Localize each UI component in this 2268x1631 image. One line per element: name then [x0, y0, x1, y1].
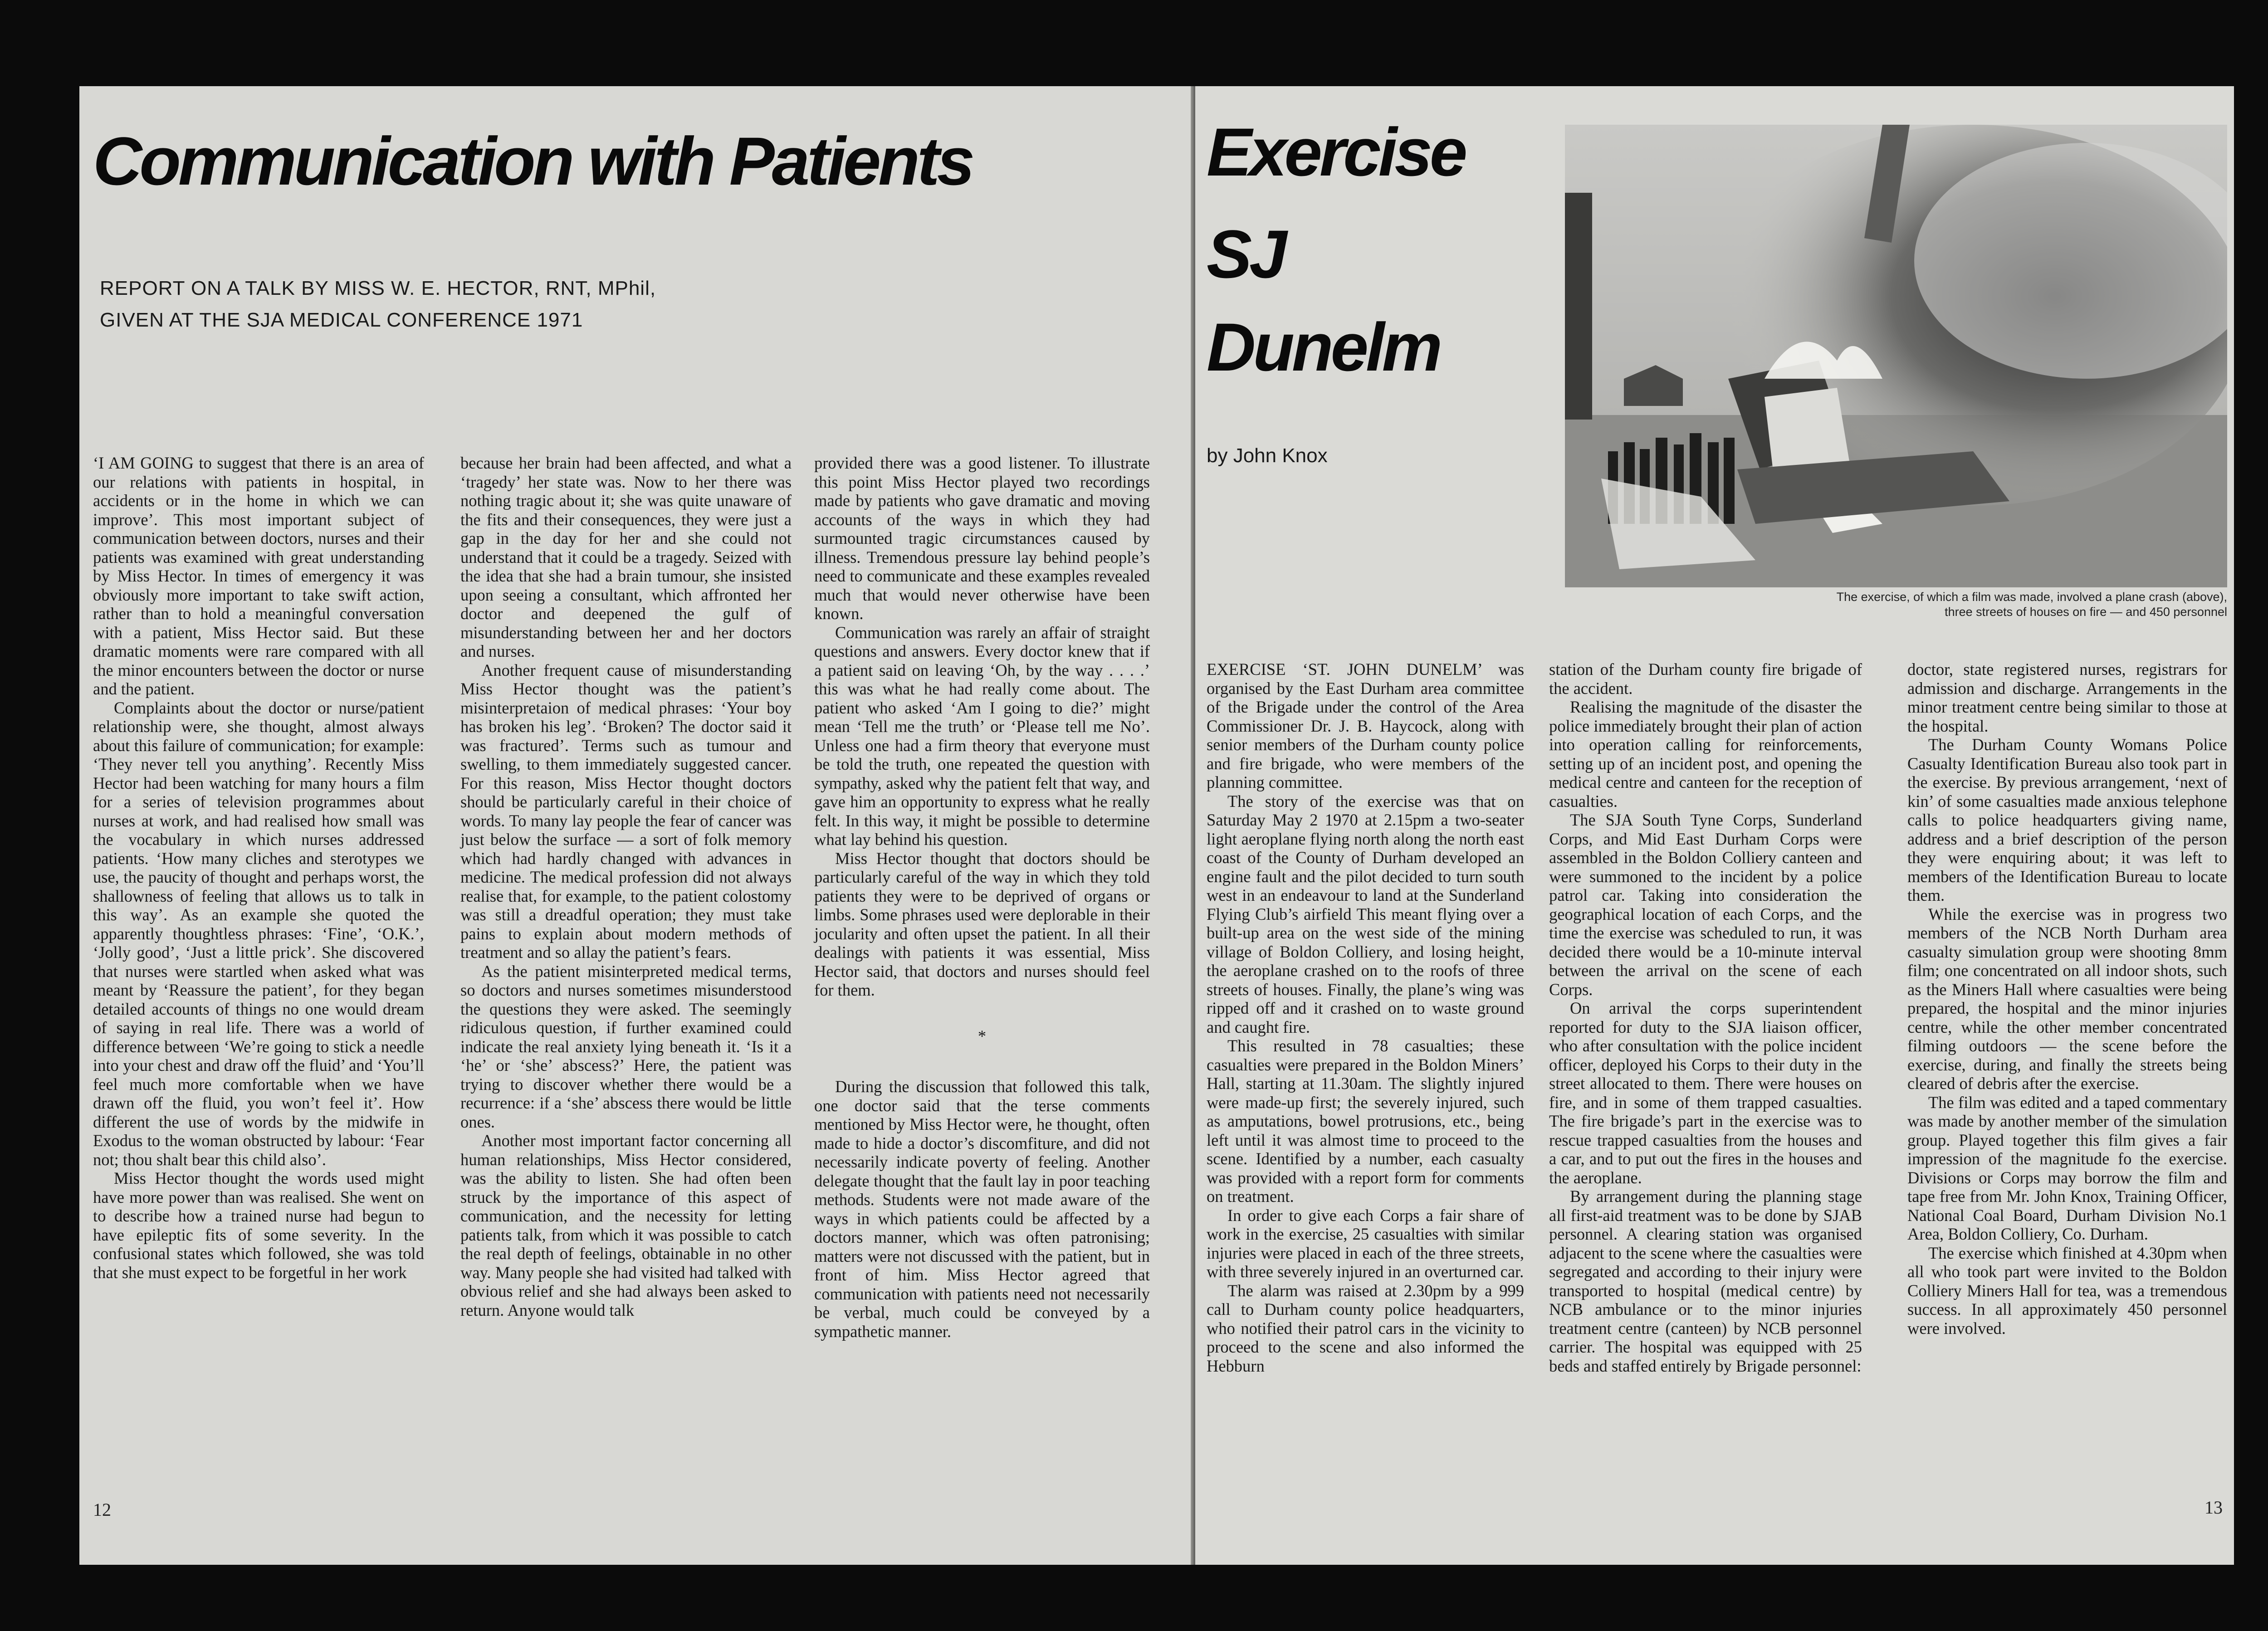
- paragraph: The Durham County Womans Police Casualty Identification Bureau also took part in the exercise. By previous arrangement, ‘next of kin’ of some casualties made anxious telephone calls to police headquarters giving name, address and a brief description of the person they were enquiring about; it was left to members of the Identification Bureau to locate them.: [1907, 735, 2227, 904]
- paragraph: because her brain had been affected, and what a ‘tragedy’ her state was. Now to her there was nothing tragic about it; she was quite unaware of the fits and their consequences, they were just a gap in the day for her and she could not understand that it could be a tragedy. Seized with the idea that she had a brain tumour, she insisted upon seeing a consultant, which affronted her doctor and deepened the gulf of misunderstanding between her and her doctors and nurses.: [460, 454, 792, 660]
- article-title-line-2: SJ: [1207, 216, 1285, 292]
- paragraph: doctor, state registered nurses, registrars for admission and discharge. Arrangements in the minor treatment centre being similar to those at the hospital.: [1907, 660, 2227, 735]
- article-subtitle-line-2: GIVEN AT THE SJA MEDICAL CONFERENCE 1971: [100, 309, 583, 331]
- left-column-2: [460, 454, 792, 1319]
- article-title: Communication with Patients: [93, 123, 973, 199]
- paragraph: During the discussion that followed this talk, one doctor said that the terse comments mentioned by Miss Hector were, he thought, often made to hide a doctor’s discomfiture, and did not necessarily indicate poverty of feeling. Another delegate thought that the fault lay in poor teaching methods. Students were not made aware of the ways in which patients could be affected by a doctors manner, which was often patronising; matters were not discussed with the patient, but in front of him. Miss Hector agreed that communication with patients need not necessarily be verbal, much could be conveyed by a sympathetic manner.: [814, 1077, 1150, 1341]
- paragraph: Communication was rarely an affair of straight questions and answers. Every doctor knew that if a patient said on leaving ‘Oh, by the way . . . .’ this was what he had really come about. The patient who asked ‘Am I going to die?’ might mean ‘Tell me the truth’ or ‘Please tell me No’. Unless one had a firm theory that everyone must be told the truth, one repeated the question with sympathy, asked why the patient felt that way, and gave him an opportunity to express what he really felt. In this way, it might be possible to determine what lay behind his question.: [814, 623, 1150, 849]
- paragraph: EXERCISE ‘ST. JOHN DUNELM’ was organised by the East Durham area committee of the Brigade under the control of the Area Commissioner Dr. J. B. Haycock, along with senior members of the Durham county police and fire brigade, who were members of the planning committee.: [1207, 660, 1524, 791]
- paragraph: The SJA South Tyne Corps, Sunderland Corps, and Mid East Durham Corps were assembled in the Boldon Colliery canteen and were summoned to the incident by a police patrol car. Taking into consideration the geographical location of each Corps, and the time the exercise was scheduled to run, it was decided there would be a 10-minute interval between the arrival on the scene of each Corps.: [1549, 811, 1862, 999]
- paragraph: Another most important factor concerning all human relationships, Miss Hector considered, was the ability to listen. She had often been struck by the importance of this aspect of communication, and the necessity for letting patients talk, from which it was possible to catch the real depth of feelings, obtainable in no other way. Many people she had visited had talked with obvious relief and she had always been asked to return. Anyone would talk: [460, 1131, 792, 1319]
- right-column-2: [1549, 660, 1862, 1375]
- paragraph: On arrival the corps superintendent reported for duty to the SJA liaison officer, who after consultation with the police incident officer, deployed his Corps to their duty in the street allocated to them. There were houses on fire, and in some of them trapped casualties. The fire brigade’s part in the exercise was to rescue trapped casualties from the houses and a car, and to put out the fires in the houses and the aeroplane.: [1549, 999, 1862, 1187]
- section-separator: *: [978, 1026, 987, 1045]
- page-number-left: 12: [93, 1499, 111, 1520]
- paragraph: Miss Hector thought that doctors should be particularly careful of the way in which they told patients they were to be deprived of organs or limbs. Some phrases used were deplorable in their jocularity and often upset the patient. In all their dealings with patients it was essential, Miss Hector said, that doctors and nurses should feel for them.: [814, 849, 1150, 999]
- photo-image: [1565, 125, 2227, 587]
- left-column-1: [93, 454, 424, 1282]
- photo-caption: The exercise, of which a film was made, involved a plane crash (above), three streets of houses on fire — and 450 personnel: [1836, 590, 2227, 619]
- byline: by John Knox: [1207, 444, 1328, 467]
- paragraph: Miss Hector thought the words used might have more power than was realised. She went on to describe how a trained nurse had begun to have epileptic fits of some severity. In the confusional states which followed, she was told that she must expect to be forgetful in her work: [93, 1169, 424, 1282]
- right-column-1: [1207, 660, 1524, 1375]
- paragraph: While the exercise was in progress two members of the NCB North Durham area casualty simulation group were shooting 8mm film; one concentrated on all indoor shots, such as the Miners Hall where casualties were being prepared, the hospital and the minor injuries centre, while the other member concentrated filming outdoors — the scene before the exercise, during, and finally the streets being cleared of debris after the exercise.: [1907, 904, 2227, 1093]
- paragraph: provided there was a good listener. To illustrate this point Miss Hector played two recordings made by patients who gave dramatic and moving accounts of the ways in which they had surmounted tragic circumstances caused by illness. Tremendous pressure lay behind people’s need to communicate and these examples revealed much that would never otherwise have been known.: [814, 454, 1150, 623]
- paragraph: By arrangement during the planning stage all first-aid treatment was to be done by SJAB personnel. A clearing station was organised adjacent to the scene where the casualties were segregated and according to their injury were transported to hospital (medical centre) by NCB ambulance or to the minor injuries treatment centre (canteen) by NCB personnel carrier. The hospital was equipped with 25 beds and staffed entirely by Brigade personnel:: [1549, 1187, 1862, 1375]
- article-title-line-3: Dunelm: [1207, 309, 1440, 385]
- article-subtitle-line-1: REPORT ON A TALK BY MISS W. E. HECTOR, RNT, MPhil,: [100, 277, 656, 299]
- paragraph: Complaints about the doctor or nurse/patient relationship were, she thought, almost always about this failure of communication; for example: ‘They never tell you anything’. Recently Miss Hector had been watching for many hours a film for a series of television programmes about nurses at work, and had realised how small was the vocabulary in which nurses addressed patients. ‘How many cliches and sterotypes we use, the paucity of thought and perhaps worst, the shallowness of feeling that allows us to talk in this way’. As an example she quoted the apparently thoughtless phrases: ‘Fine’, ‘O.K.’, ‘Jolly good’, ‘Just a little prick’. She discovered that nurses were startled when asked what was meant by ‘Reassure the patient’, for they began detailed accounts of things no one would dream of saying in real life. There was a world of difference between ‘We’re going to stick a needle into your chest and draw off the fluid’ and ‘You’ll feel much more comfortable when we have drawn off the fluid, you won’t feel it’. How different the use of words by the midwife in Exodus to the woman obstructed by labour: ‘Fear not; thou shalt bear this child also’.: [93, 698, 424, 1169]
- paragraph: ‘I AM GOING to suggest that there is an area of our relations with patients in hospital, in accidents or in the home in which we can improve’. This most important subject of communication between doctors, nurses and their patients was examined with great understanding by Miss Hector. In times of emergency it was obviously more important to take swift action, rather than to hold a meaningful conversation with a patient, Miss Hector said. But these dramatic moments were rare compared with all the minor encounters between the doctor or nurse and the patient.: [93, 454, 424, 698]
- paragraph: In order to give each Corps a fair share of work in the exercise, 25 casualties with similar injuries were placed in each of the three streets, with three severely injured in an overturned car.: [1207, 1206, 1524, 1281]
- article-title-line-1: Exercise: [1207, 114, 1465, 190]
- paragraph: Realising the magnitude of the disaster the police immediately brought their plan of action into operation calling for reinforcements, setting up of an incident post, and opening the medical centre and canteen for the reception of casualties.: [1549, 698, 1862, 811]
- paragraph: The story of the exercise was that on Saturday May 2 1970 at 2.15pm a two-seater light aeroplane flying north along the north east coast of the County of Durham developed an engine fault and the pilot decided to turn south west in an endeavour to land at the Sunderland Flying Club’s airfield This meant flying over a built-up area on the west side of the mining village of Boldon Colliery, and losing height, the aeroplane crashed on to the roofs of three streets of houses. Finally, the plane’s wing was ripped off and it crashed on to waste ground and caught fire.: [1207, 791, 1524, 1036]
- right-column-3: [1907, 660, 2227, 1338]
- page-number-right: 13: [2204, 1497, 2223, 1518]
- plane-crash-photo: [1565, 125, 2227, 587]
- paragraph: Another frequent cause of misunderstanding Miss Hector thought was the patient’s misinterpretaion of medical phrases: ‘Your boy has broken his leg’. ‘Broken? The doctor said it was fractured’. Terms such as tumour and swelling, to them immediately suggested cancer. For this reason, Miss Hector thought doctors should be particularly careful in their choice of words. To many lay people the fear of cancer was just below the surface — a sort of folk memory which had hardly changed with advances in medicine. The medical profession did not always realise that, for example, to the patient colostomy was still a dreadful operation; they must take pains to explain about modern methods of treatment and so allay the patient’s fears.: [460, 660, 792, 962]
- paragraph: This resulted in 78 casualties; these casualties were prepared in the Boldon Miners’ Hall, starting at 11.30am. The slightly injured were made-up first; the severely injured, such as amputations, bowel protrusions, etc., being left until it was almost time to proceed to the scene. Identified by a number, each casualty was provided with a report form for comments on treatment.: [1207, 1036, 1524, 1206]
- paragraph: station of the Durham county fire brigade of the accident.: [1549, 660, 1862, 698]
- paragraph: As the patient misinterpreted medical terms, so doctors and nurses sometimes misunderstood the questions they were asked. The seemingly ridiculous question, if further examined could indicate the real anxiety lying beneath it. ‘Is it a ‘he’ or ‘she’ abscess?’ Here, the patient was trying to discover whether there would be a recurrence: if a ‘she’ abscess there would be little ones.: [460, 962, 792, 1131]
- right-page: [1195, 86, 2234, 1565]
- paragraph: The exercise which finished at 4.30pm when all who took part were invited to the Boldon Colliery Miners Hall for tea, was a tremendous success. In all approximately 450 personnel were involved.: [1907, 1243, 2227, 1338]
- paragraph: The alarm was raised at 2.30pm by a 999 call to Durham county police headquarters, who notified their patrol cars in the vicinity to proceed to the scene and also informed the Hebburn: [1207, 1281, 1524, 1375]
- left-column-3: [814, 454, 1150, 1341]
- left-page: [79, 86, 1195, 1565]
- paragraph: The film was edited and a taped commentary was made by another member of the simulation group. Played together this film gives a fair impression of the magnitude fo the exercise. Divisions or Corps may borrow the film and tape free from Mr. John Knox, Training Officer, National Coal Board, Durham Division No.1 Area, Boldon Colliery, Co. Durham.: [1907, 1093, 2227, 1243]
